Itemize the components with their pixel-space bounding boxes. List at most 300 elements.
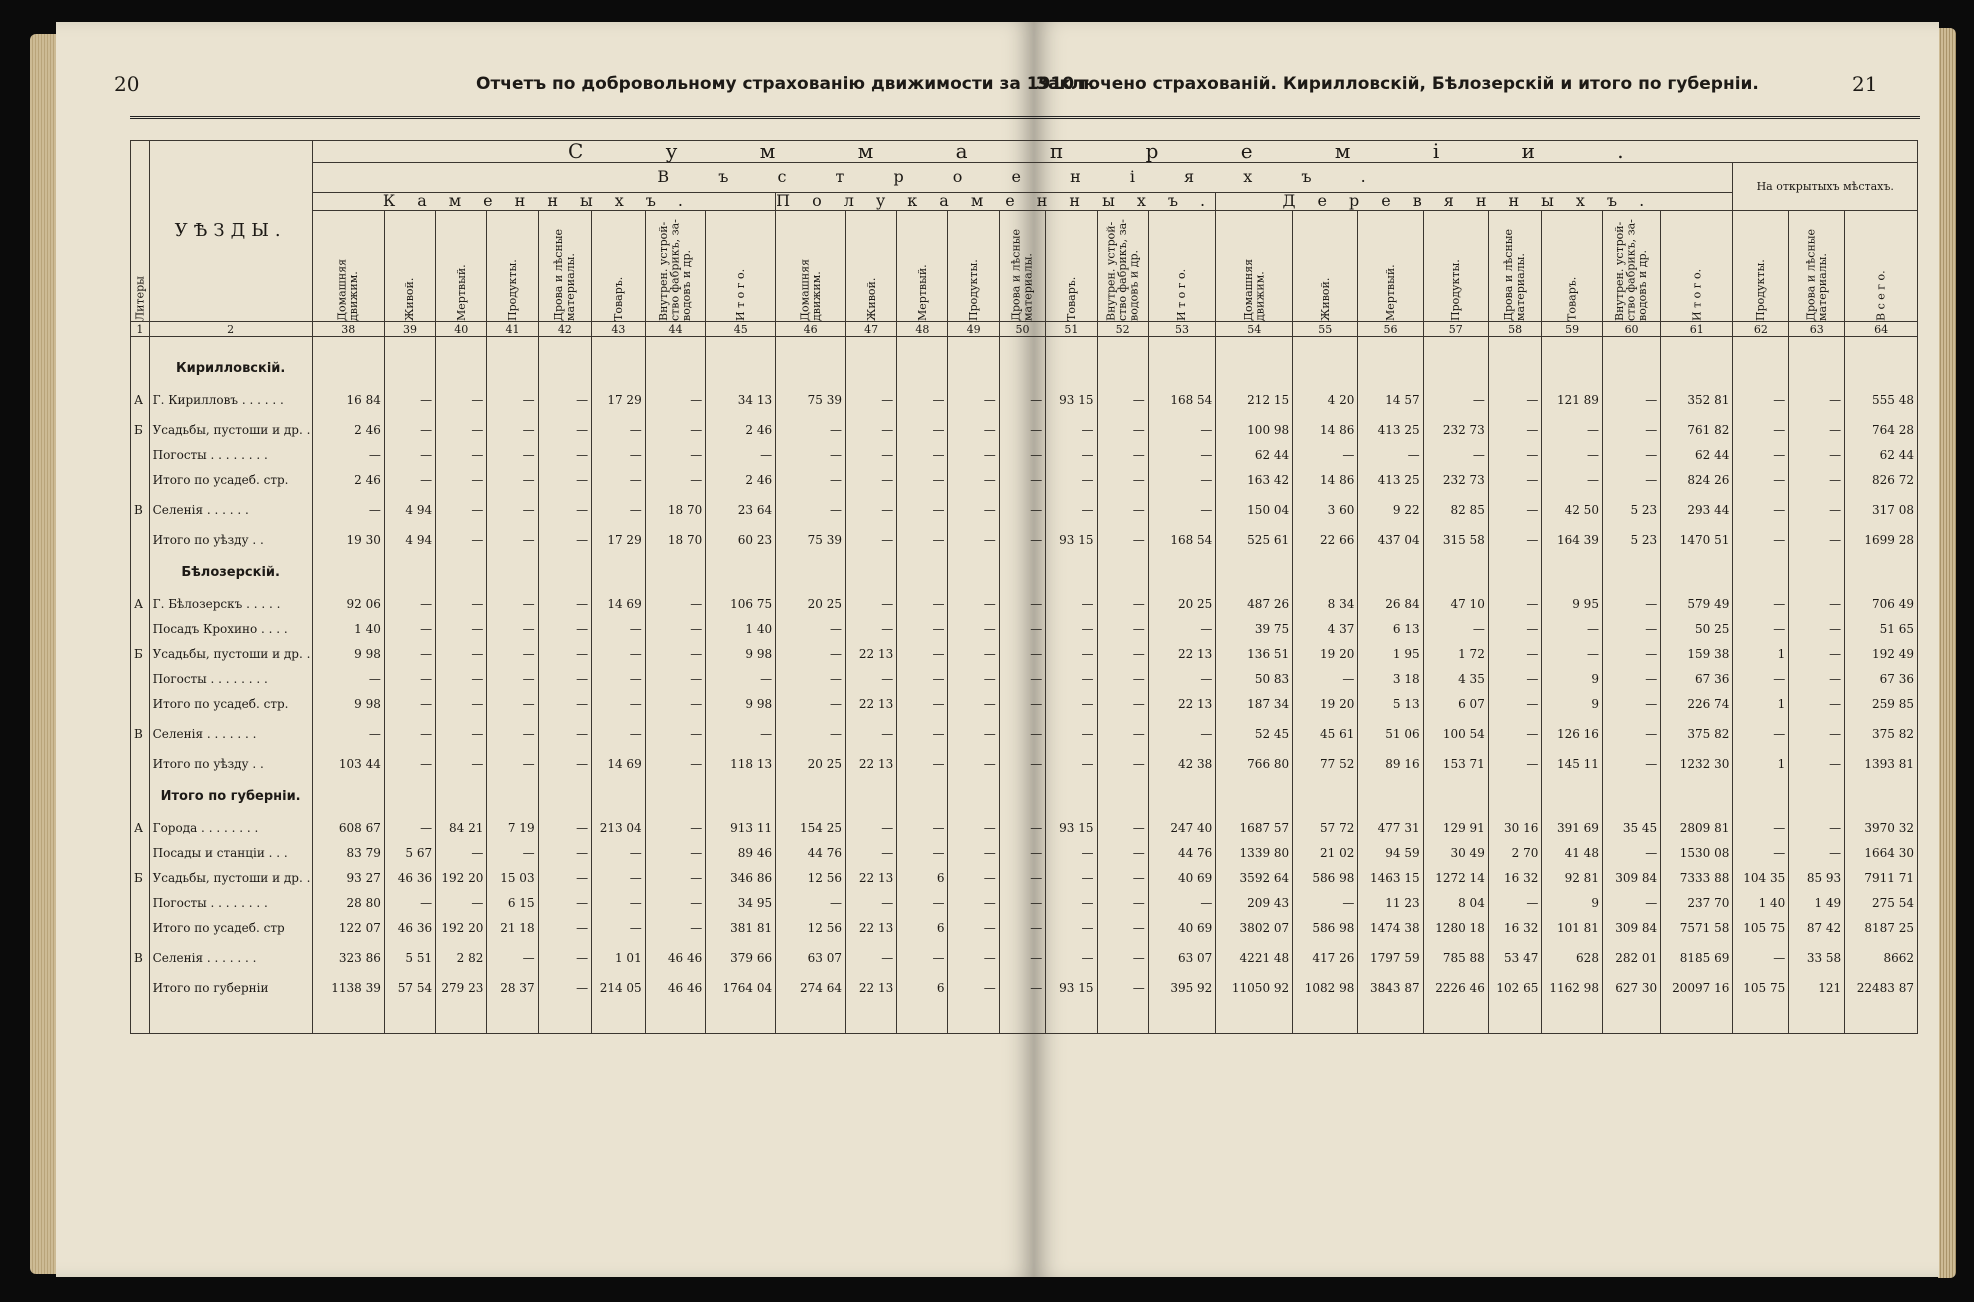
cell-value: — (592, 843, 646, 863)
cell-value: 274 64 (776, 973, 846, 1003)
section-row (131, 779, 1918, 813)
row-litera: А (131, 589, 150, 619)
cell-value: 62 44 (1845, 445, 1918, 465)
cell-value: — (1488, 495, 1542, 525)
cell-value: — (1542, 465, 1603, 495)
cell-value: 3 60 (1293, 495, 1358, 525)
cell-value: 57 54 (384, 973, 435, 1003)
cell-value: — (1602, 385, 1660, 415)
table-row (131, 893, 1918, 913)
row-litera (131, 749, 150, 779)
cell-value: — (1789, 445, 1845, 465)
cell-value: — (384, 813, 435, 843)
cell-value: 30 49 (1423, 843, 1488, 863)
group-kamennykh: Каменныхъ. (312, 193, 775, 211)
cell-value: — (1046, 619, 1097, 639)
index-row (131, 322, 1918, 337)
cell-value: — (487, 669, 538, 689)
cell-value: 53 47 (1488, 943, 1542, 973)
cell-value: 487 26 (1216, 589, 1293, 619)
cell-value: 8 34 (1293, 589, 1358, 619)
cell-value: 3 18 (1358, 669, 1423, 689)
table-row (131, 719, 1918, 749)
row-litera: Б (131, 863, 150, 893)
insurance-table (130, 140, 1918, 1034)
cell-value: 62 44 (1216, 445, 1293, 465)
cell-value: 163 42 (1216, 465, 1293, 495)
col-litera: Литеры (131, 141, 150, 322)
col-uezdy: УѢЗДЫ. (149, 141, 312, 322)
cell-value: — (776, 893, 846, 913)
cell-value: — (1046, 943, 1097, 973)
cell-value: — (948, 669, 999, 689)
cell-value: — (645, 619, 706, 639)
table-row (131, 639, 1918, 669)
cell-value: — (538, 639, 592, 669)
cell-value: — (897, 813, 948, 843)
cell-value: — (1733, 465, 1789, 495)
open-book (30, 22, 1956, 1284)
cell-value: 192 20 (436, 863, 487, 893)
cell-value: 92 81 (1542, 863, 1603, 893)
col-label-61: И т о г о. (1661, 211, 1733, 322)
table-row (131, 385, 1918, 415)
cell-value: — (1789, 619, 1845, 639)
cell-value: 150 04 (1216, 495, 1293, 525)
cell-value: — (1733, 589, 1789, 619)
col-label-53: И т о г о. (1148, 211, 1216, 322)
cell-value: — (436, 415, 487, 445)
cell-value: 85 93 (1789, 863, 1845, 893)
cell-value: — (846, 589, 897, 619)
index-cell: 53 (1148, 322, 1216, 337)
col-label-42: Дрова и лѣсные материалы. (538, 211, 592, 322)
cell-value: — (948, 863, 999, 893)
cell-value: 785 88 (1423, 943, 1488, 973)
cell-value: — (592, 719, 646, 749)
cell-value: — (538, 495, 592, 525)
table-row (131, 943, 1918, 973)
cell-value: — (538, 525, 592, 555)
index-cell: 59 (1542, 322, 1603, 337)
cell-value: 4 35 (1423, 669, 1488, 689)
cell-value: — (776, 465, 846, 495)
cell-value: — (999, 749, 1046, 779)
cell-value: 17 29 (592, 525, 646, 555)
cell-value: 22 13 (846, 913, 897, 943)
cell-value: 586 98 (1293, 913, 1358, 943)
cell-value: 1 (1733, 749, 1789, 779)
cell-value: — (846, 445, 897, 465)
row-name: Погосты . . . . . . . . (149, 669, 312, 689)
cell-value: — (948, 465, 999, 495)
cell-value: — (1488, 669, 1542, 689)
cell-value: — (538, 465, 592, 495)
row-litera (131, 973, 150, 1003)
cell-value: — (1789, 749, 1845, 779)
cell-value: — (1789, 719, 1845, 749)
col-label-55: Живой. (1293, 211, 1358, 322)
cell-value: 6 (897, 913, 948, 943)
cell-value: 826 72 (1845, 465, 1918, 495)
cell-value: — (1097, 689, 1148, 719)
col-label-52: Внутрен. устрой-ство фабрикъ, за-водовъ и др. (1097, 211, 1148, 322)
cell-value: — (999, 893, 1046, 913)
cell-value: 381 81 (706, 913, 776, 943)
cell-value: — (538, 973, 592, 1003)
cell-value: 164 39 (1542, 525, 1603, 555)
row-name: Посадъ Крохино . . . . (149, 619, 312, 639)
cell-value: 93 27 (312, 863, 384, 893)
index-cell: 56 (1358, 322, 1423, 337)
cell-value: 9 95 (1542, 589, 1603, 619)
group-polukamennykh: Полукаменныхъ. (776, 191, 1228, 211)
cell-value: 226 74 (1661, 689, 1733, 719)
table-row (131, 589, 1918, 619)
cell-value: 555 48 (1845, 385, 1918, 415)
cell-value: — (776, 619, 846, 639)
cell-value: — (1488, 749, 1542, 779)
cell-value: — (1423, 619, 1488, 639)
cell-value: — (776, 445, 846, 465)
cell-value: 75 39 (776, 525, 846, 555)
cell-value: 20 25 (1148, 589, 1216, 619)
cell-value: — (1733, 619, 1789, 639)
cell-value: 477 31 (1358, 813, 1423, 843)
cell-value: — (1148, 415, 1216, 445)
header-rule (130, 116, 1920, 119)
cell-value: — (1488, 445, 1542, 465)
row-litera (131, 893, 150, 913)
cell-value: — (846, 943, 897, 973)
cell-value: — (1789, 385, 1845, 415)
cell-value: 1 40 (706, 619, 776, 639)
cell-value: 14 57 (1358, 385, 1423, 415)
cell-value: — (1097, 813, 1148, 843)
col-label-38: Домашняя движим. (312, 211, 384, 322)
cell-value: — (1733, 495, 1789, 525)
cell-value: — (384, 619, 435, 639)
cell-value: 4 94 (384, 495, 435, 525)
cell-value: — (645, 639, 706, 669)
cell-value: 51 06 (1358, 719, 1423, 749)
cell-value: — (1542, 619, 1603, 639)
cell-value: — (592, 863, 646, 893)
cell-value: 5 51 (384, 943, 435, 973)
cell-value: — (999, 385, 1046, 415)
cell-value: 7333 88 (1661, 863, 1733, 893)
cell-value: 766 80 (1216, 749, 1293, 779)
row-litera: В (131, 719, 150, 749)
cell-value: — (948, 913, 999, 943)
cell-value: — (1488, 465, 1542, 495)
cell-value: — (897, 669, 948, 689)
index-cell: 2 (149, 322, 312, 337)
cell-value: — (1488, 385, 1542, 415)
cell-value: 525 61 (1216, 525, 1293, 555)
index-cell: 47 (846, 322, 897, 337)
row-name: Усадьбы, пустоши и др. . (149, 639, 312, 669)
cell-value: 352 81 (1661, 385, 1733, 415)
cell-value: 9 (1542, 893, 1603, 913)
cell-value: 20 25 (776, 749, 846, 779)
index-cell: 51 (1046, 322, 1097, 337)
cell-value: — (1488, 525, 1542, 555)
cell-value: 52 45 (1216, 719, 1293, 749)
cell-value: 824 26 (1661, 465, 1733, 495)
cell-value: 275 54 (1845, 893, 1918, 913)
cell-value: 28 80 (312, 893, 384, 913)
cell-value: 2 46 (312, 415, 384, 445)
cell-value: — (592, 445, 646, 465)
cell-value: — (948, 843, 999, 863)
cell-value: — (706, 669, 776, 689)
cell-value: 100 98 (1216, 415, 1293, 445)
cell-value: — (1602, 689, 1660, 719)
cell-value: — (384, 893, 435, 913)
cell-value: 761 82 (1661, 415, 1733, 445)
cell-value: — (538, 445, 592, 465)
cell-value: — (999, 445, 1046, 465)
row-name: Погосты . . . . . . . . (149, 445, 312, 465)
row-litera (131, 465, 150, 495)
cell-value: 1664 30 (1845, 843, 1918, 863)
cell-value: — (1733, 813, 1789, 843)
col-label-41: Продукты. (487, 211, 538, 322)
cell-value: — (645, 843, 706, 863)
cell-value: — (846, 619, 897, 639)
cell-value: 22 13 (1148, 639, 1216, 669)
table-row (131, 913, 1918, 943)
cell-value: 6 13 (1358, 619, 1423, 639)
table-row (131, 495, 1918, 525)
cell-value: — (999, 619, 1046, 639)
cell-value: — (592, 913, 646, 943)
cell-value: 121 89 (1542, 385, 1603, 415)
row-litera (131, 669, 150, 689)
cell-value: 375 82 (1845, 719, 1918, 749)
cell-value: — (436, 445, 487, 465)
cell-value: — (776, 669, 846, 689)
cell-value: 2 46 (706, 465, 776, 495)
cell-value: 764 28 (1845, 415, 1918, 445)
row-name: Итого по губерніи (149, 973, 312, 1003)
col-label-48: Мертвый. (897, 211, 948, 322)
cell-value: 1699 28 (1845, 525, 1918, 555)
cell-value: — (487, 943, 538, 973)
cell-value: 209 43 (1216, 893, 1293, 913)
cell-value: 8662 (1845, 943, 1918, 973)
cell-value: 15 03 (487, 863, 538, 893)
cell-value: 121 (1789, 973, 1845, 1003)
right-page-number: 21 (1852, 72, 1878, 96)
title-right: Заключено страхованій. Кирилловскій, Бѣлозерскій и итого по губерніи. (1036, 74, 1759, 94)
cell-value: 103 44 (312, 749, 384, 779)
cell-value: 87 42 (1789, 913, 1845, 943)
cell-value: 8185 69 (1661, 943, 1733, 973)
cell-value: — (948, 749, 999, 779)
cell-value: — (1789, 689, 1845, 719)
cell-value: — (948, 813, 999, 843)
cell-value: 309 84 (1602, 913, 1660, 943)
cell-value: 237 70 (1661, 893, 1733, 913)
row-litera: Б (131, 415, 150, 445)
row-litera: А (131, 813, 150, 843)
cell-value: 247 40 (1148, 813, 1216, 843)
cell-value: — (948, 589, 999, 619)
cell-value: 154 25 (776, 813, 846, 843)
cell-value: — (1488, 589, 1542, 619)
cell-value: — (999, 863, 1046, 893)
cell-value: — (1148, 445, 1216, 465)
cell-value: — (487, 465, 538, 495)
cell-value: — (1148, 893, 1216, 913)
cell-value: 7911 71 (1845, 863, 1918, 893)
index-cell: 45 (706, 322, 776, 337)
cell-value: — (948, 415, 999, 445)
cell-value: — (436, 893, 487, 913)
col-label-51: Товаръ. (1046, 211, 1097, 322)
row-name: Итого по усадеб. стр (149, 913, 312, 943)
cell-value: — (999, 639, 1046, 669)
cell-value: 50 83 (1216, 669, 1293, 689)
col-label-46: Домашняя движим. (776, 211, 846, 322)
cell-value: — (487, 495, 538, 525)
cell-value: — (592, 415, 646, 445)
cell-value: — (592, 495, 646, 525)
cell-value: — (1148, 465, 1216, 495)
cell-value: — (897, 639, 948, 669)
index-cell: 49 (948, 322, 999, 337)
cell-value: 4 20 (1293, 385, 1358, 415)
cell-value: — (846, 843, 897, 863)
cell-value: 126 16 (1542, 719, 1603, 749)
cell-value: 22 13 (1148, 689, 1216, 719)
cell-value: 628 (1542, 943, 1603, 973)
cell-value: 77 52 (1293, 749, 1358, 779)
cell-value: 192 49 (1845, 639, 1918, 669)
cell-value: 1474 38 (1358, 913, 1423, 943)
cell-value: — (1542, 415, 1603, 445)
cell-value: 9 98 (706, 689, 776, 719)
cell-value: 6 07 (1423, 689, 1488, 719)
cell-value: — (948, 495, 999, 525)
cell-value: — (436, 749, 487, 779)
cell-value: — (1046, 749, 1097, 779)
cell-value: 22 13 (846, 863, 897, 893)
index-cell: 43 (592, 322, 646, 337)
index-cell: 42 (538, 322, 592, 337)
cell-value: — (999, 589, 1046, 619)
cell-value: — (897, 689, 948, 719)
col-label-57: Продукты. (1423, 211, 1488, 322)
cell-value: 63 07 (776, 943, 846, 973)
cell-value: 3970 32 (1845, 813, 1918, 843)
cell-value: — (312, 495, 384, 525)
cell-value: — (1097, 843, 1148, 863)
cell-value: — (538, 589, 592, 619)
cell-value: — (645, 689, 706, 719)
cell-value: 92 06 (312, 589, 384, 619)
col-label-60: Внутрен. устрой-ство фабрикъ, за-водовъ и др. (1602, 211, 1660, 322)
row-litera (131, 913, 150, 943)
index-cell: 63 (1789, 322, 1845, 337)
index-cell: 50 (999, 322, 1046, 337)
cell-value: — (999, 719, 1046, 749)
cell-value: 315 58 (1423, 525, 1488, 555)
cell-value: — (436, 525, 487, 555)
cell-value: — (1602, 893, 1660, 913)
cell-value: 35 45 (1602, 813, 1660, 843)
cell-value: — (538, 843, 592, 863)
cell-value: 42 38 (1148, 749, 1216, 779)
cell-value: 1232 30 (1661, 749, 1733, 779)
table-row (131, 525, 1918, 555)
cell-value: — (846, 813, 897, 843)
cell-value: — (897, 525, 948, 555)
cell-value: — (897, 445, 948, 465)
cell-value: 7571 58 (1661, 913, 1733, 943)
cell-value: 14 69 (592, 749, 646, 779)
row-litera (131, 445, 150, 465)
cell-value: 2 70 (1488, 843, 1542, 863)
index-cell: 57 (1423, 322, 1488, 337)
row-name: Селенія . . . . . . . (149, 719, 312, 749)
cell-value: — (1293, 893, 1358, 913)
cell-value: — (1542, 639, 1603, 669)
cell-value: 413 25 (1358, 415, 1423, 445)
cell-value: — (384, 639, 435, 669)
cell-value: — (999, 813, 1046, 843)
cell-value: 4221 48 (1216, 943, 1293, 973)
cell-value: — (538, 689, 592, 719)
cell-value: — (999, 689, 1046, 719)
cell-value: 136 51 (1216, 639, 1293, 669)
cell-value: — (846, 465, 897, 495)
cell-value: — (645, 385, 706, 415)
cell-value: — (487, 415, 538, 445)
cell-value: — (1733, 669, 1789, 689)
cell-value: — (897, 415, 948, 445)
cell-value: 39 75 (1216, 619, 1293, 639)
cell-value: — (1097, 445, 1148, 465)
cell-value: — (999, 669, 1046, 689)
cell-value: — (1046, 893, 1097, 913)
cell-value: 34 95 (706, 893, 776, 913)
cell-value: — (384, 719, 435, 749)
cell-value: — (1097, 619, 1148, 639)
cell-value: 259 85 (1845, 689, 1918, 719)
cell-value: 89 16 (1358, 749, 1423, 779)
cell-value: — (436, 619, 487, 639)
cell-value: 5 23 (1602, 525, 1660, 555)
cell-value: — (487, 719, 538, 749)
cell-value: 89 46 (706, 843, 776, 863)
cell-value: — (436, 589, 487, 619)
cell-value: 1162 98 (1542, 973, 1603, 1003)
cell-value: — (436, 719, 487, 749)
cell-value: — (1789, 639, 1845, 669)
cell-value: 213 04 (592, 813, 646, 843)
cell-value: — (846, 719, 897, 749)
cell-value: 3592 64 (1216, 863, 1293, 893)
cell-value: 12 56 (776, 863, 846, 893)
cell-value: — (645, 465, 706, 495)
cell-value: 93 15 (1046, 385, 1097, 415)
cell-value: — (706, 445, 776, 465)
cell-value: 5 23 (1602, 495, 1660, 525)
cell-value: 23 64 (706, 495, 776, 525)
